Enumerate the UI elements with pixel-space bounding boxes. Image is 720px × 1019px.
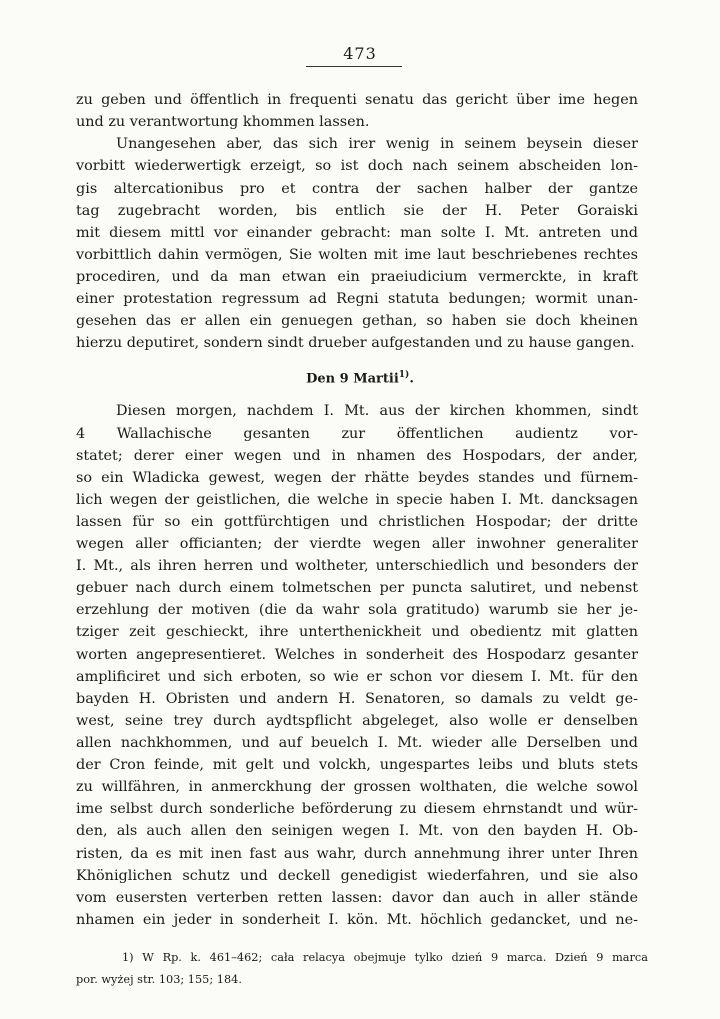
- text-line: statet; derer einer wegen und in nhamen des Hospodars, der ander,: [76, 448, 638, 464]
- text-line: vom eusersten verterben retten lassen: davor dan auch in aller stände: [76, 890, 638, 906]
- text-line: zu willfähren, in anmerckhung der grossen wolthaten, die welche sowol: [76, 779, 638, 795]
- text-line: procediren, und da man etwan ein praeiudicium vermerckte, in kraft: [76, 269, 638, 285]
- text-line: gebuer nach durch einem tolmetschen per puncta salutiret, und nebenst: [76, 580, 638, 596]
- text-line: vorbittlich dahin vermögen, Sie wolten mit ime laut beschriebenes rechtes: [76, 247, 638, 263]
- section-heading: Den 9 Martii$^{1)}$.: [306, 370, 414, 387]
- text-line: Unangesehen aber, das sich irer wenig in seinem beysein dieser: [116, 136, 638, 152]
- text-line: vorbitt wiederwertigk erzeigt, so ist doch nach seinem abscheiden lon-: [76, 158, 638, 174]
- text-line: gis altercationibus pro et contra der sachen halber der gantze: [76, 181, 638, 197]
- text-line: bayden H. Obristen und andern H. Senatoren, so damals zu veldt ge-: [76, 691, 638, 707]
- text-line: 4 Wallachische gesanten zur öffentlichen audientz vor-: [76, 426, 638, 442]
- text-line: west, seine trey durch aydtspflicht abgeleget, also wolle er denselben: [76, 713, 638, 729]
- heading-footnote-mark: 1): [398, 370, 410, 380]
- text-line: risten, da es mit inen fast aus wahr, durch annehmung ihrer unter Ihren: [76, 846, 638, 862]
- footnote-mark: 1): [122, 951, 134, 964]
- footnote-line: por. wyżej str. 103; 155; 184.: [76, 973, 242, 986]
- text-line: den, als auch allen den seinigen wegen I. Mt. von den bayden H. Ob-: [76, 823, 638, 839]
- text-line: tag zugebracht worden, bis entlich sie der H. Peter Goraiski: [76, 203, 638, 219]
- text-line: so ein Wladicka gewest, wegen der rhätte beydes standes und fürnem-: [76, 470, 638, 486]
- footnote-text: W Rp. k. 461–462; cała relacya obejmuje tylko dzień 9 marca. Dzień 9 marca: [142, 951, 648, 964]
- page-number: 473: [343, 44, 377, 63]
- text-line: lassen für so ein gottfürchtigen und christlichen Hospodar; der dritte: [76, 514, 638, 530]
- text-line: erzehlung der motiven (die da wahr sola gratitudo) warumb sie her je-: [76, 602, 638, 618]
- text-line: einer protestation regressum ad Regni statuta bedungen; wormit unan-: [76, 291, 638, 307]
- text-line: I. Mt., als ihren herren und woltheter, unterschiedlich und besonders der: [76, 558, 638, 574]
- text-line: mit diesem mittl vor einander gebracht: man solte I. Mt. antreten und: [76, 225, 638, 241]
- text-line: lich wegen der geistlichen, die welche in specie haben I. Mt. dancksagen: [76, 492, 638, 508]
- heading-text: Den 9 Martii: [306, 371, 399, 387]
- text-line: allen nachkhommen, und auf beuelch I. Mt. wieder alle Derselben und: [76, 735, 638, 751]
- text-line: ime selbst durch sonderliche beförderung zu diesem ehrnstandt und wür-: [76, 801, 638, 817]
- text-line: worten angepresentieret. Welches in sonderheit des Hospodarz gesanter: [76, 647, 638, 663]
- text-line: wegen aller officianten; der vierdte wegen aller inwohner generaliter: [76, 536, 638, 552]
- text-line: und zu verantwortung khommen lassen.: [76, 114, 370, 130]
- text-line: der Cron feinde, mit gelt und volckh, ungespartes leibs und bluts stets: [76, 757, 638, 773]
- text-line: Diesen morgen, nachdem I. Mt. aus der kirchen khommen, sindt: [116, 403, 638, 419]
- page-number-rule: [306, 66, 402, 67]
- text-line: gesehen das er allen ein genuegen gethan, so haben sie doch kheinen: [76, 313, 638, 329]
- text-line: amplificiret und sich erboten, so wie er schon vor diesem I. Mt. für den: [76, 669, 638, 685]
- text-line: tziger zeit geschieckt, ihre unterthenickheit und obedientz mit glatten: [76, 624, 638, 640]
- text-line: nhamen ein jeder in sonderheit I. kön. Mt. höchlich gedancket, und ne-: [76, 912, 638, 928]
- footnote-line: [122, 947, 648, 969]
- text-line: Khöniglichen schutz und deckell genedigist wiederfahren, und sie also: [76, 868, 638, 884]
- text-line: hierzu deputiret, sondern sindt drueber aufgestanden und zu hause gangen.: [76, 335, 635, 351]
- text-line: zu geben und öffentlich in frequenti senatu das gericht über ime hegen: [76, 92, 638, 108]
